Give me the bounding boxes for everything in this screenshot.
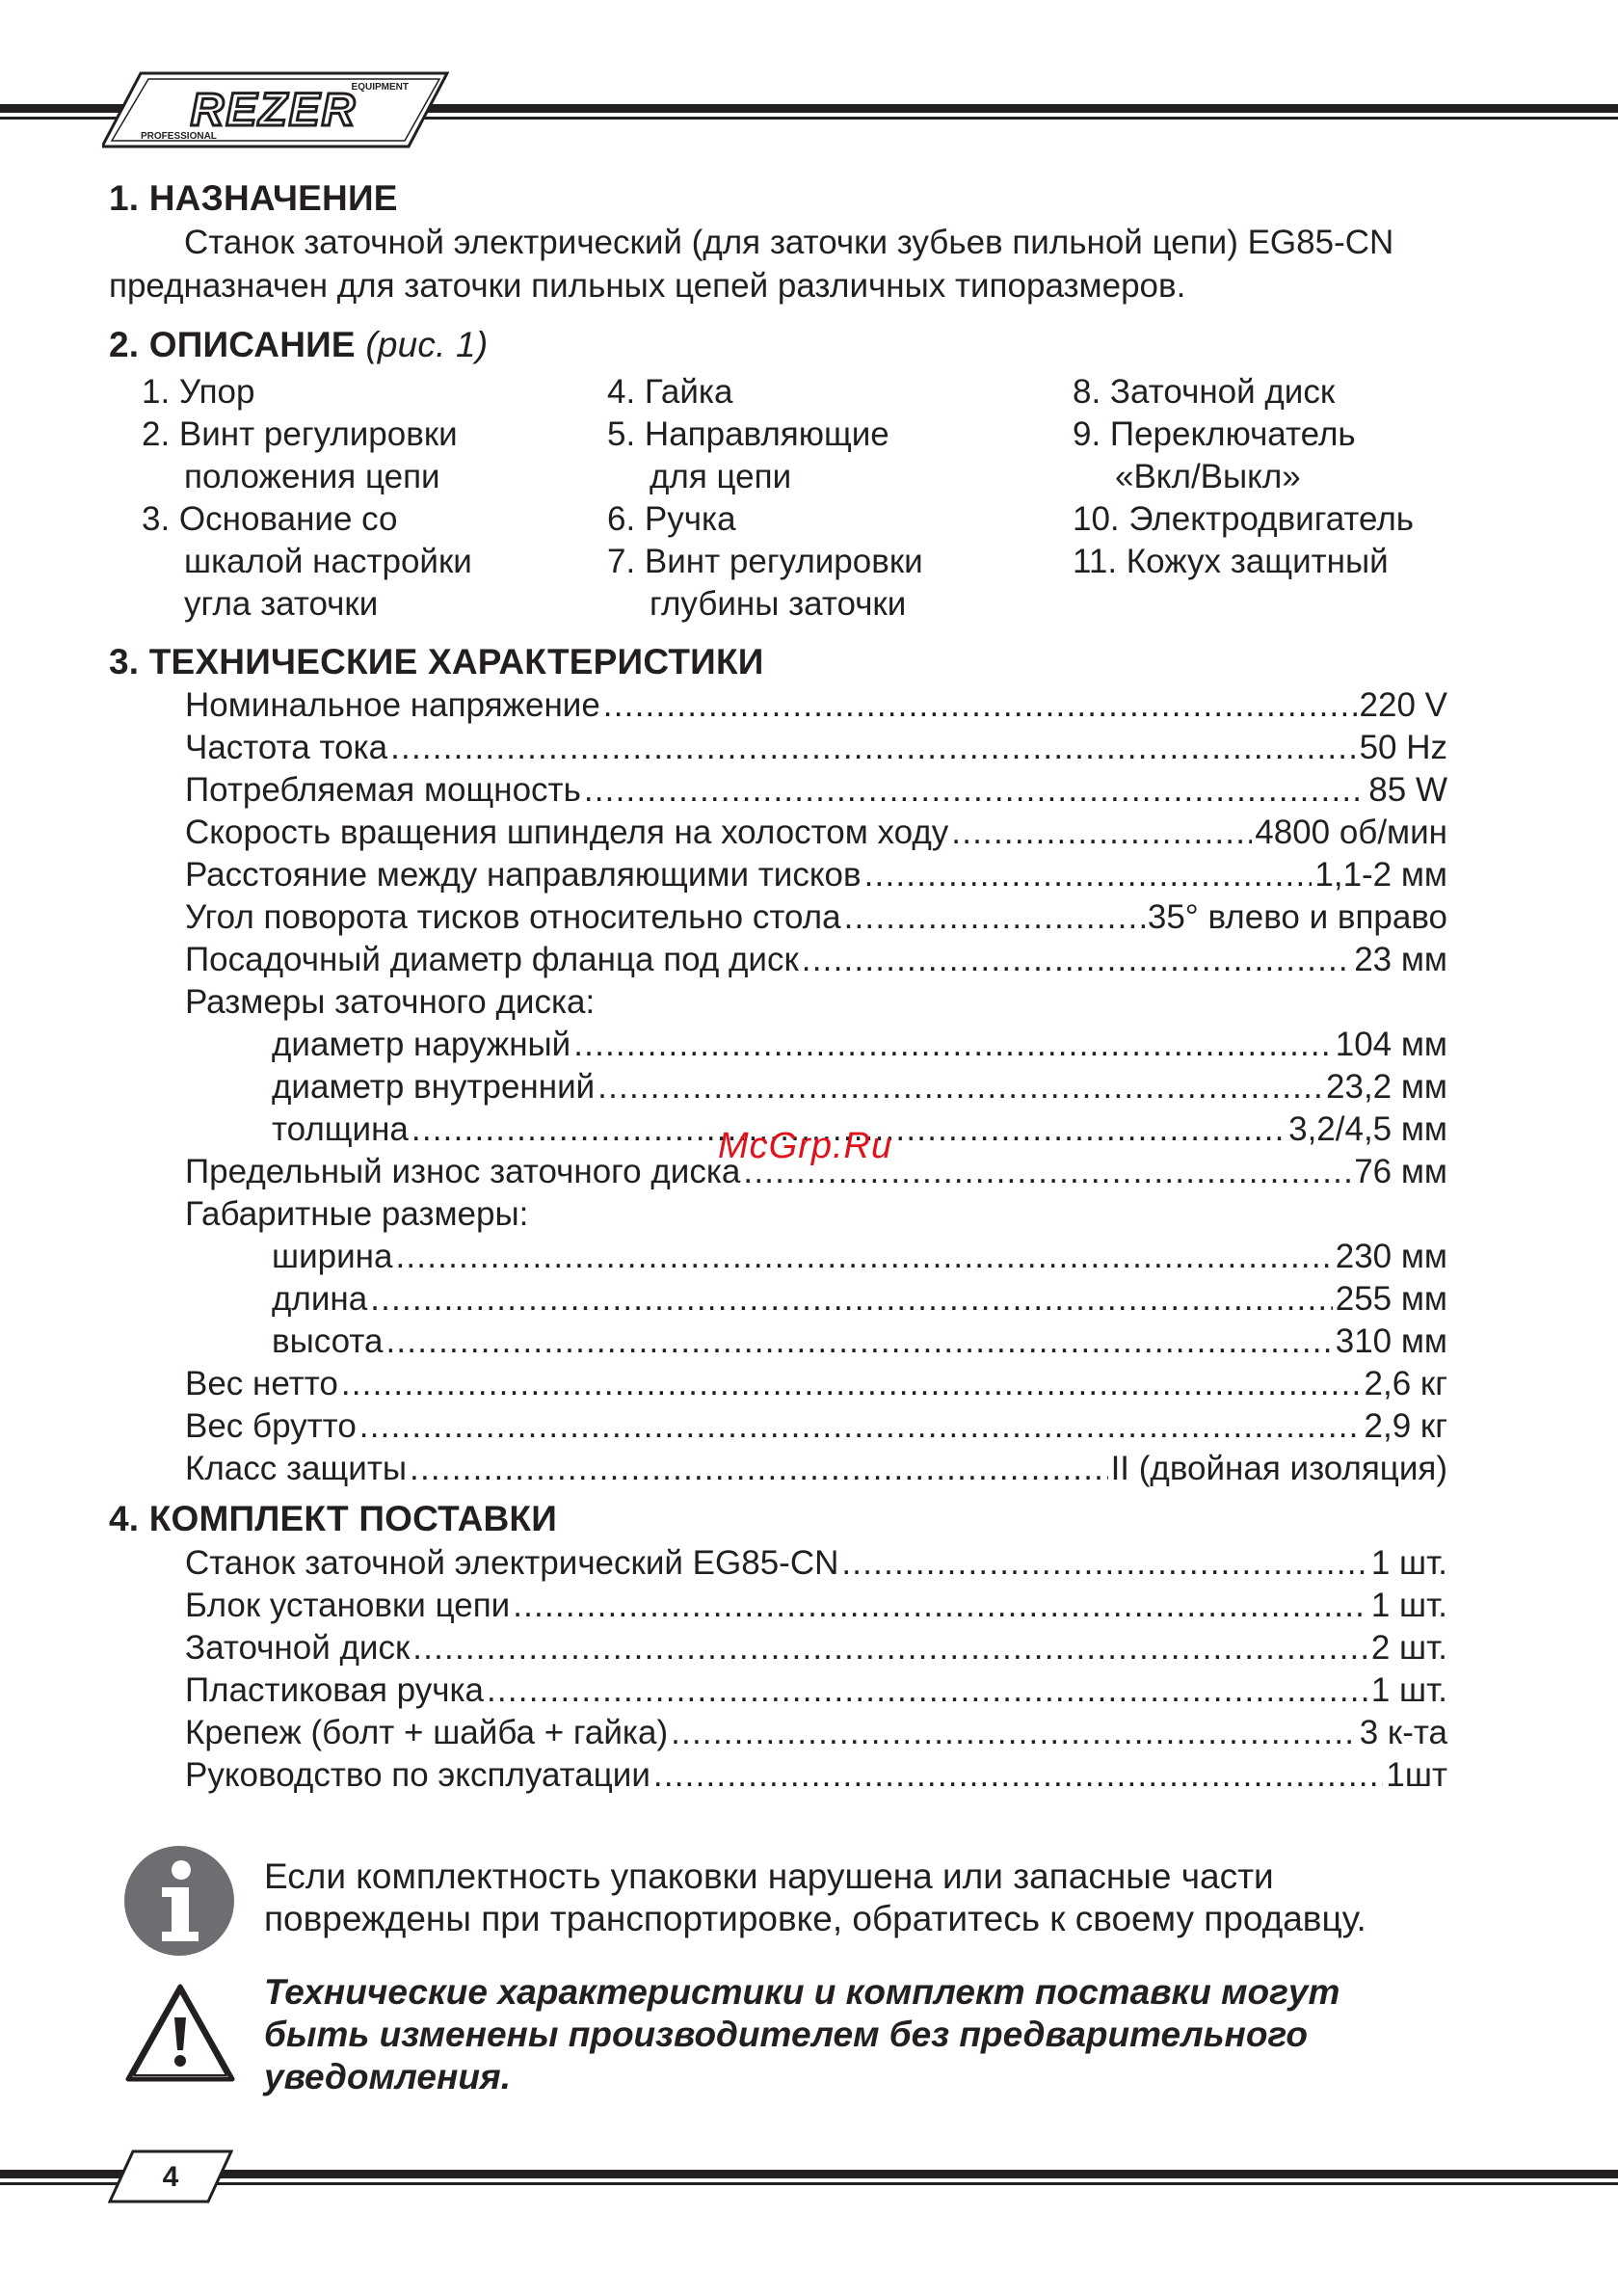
desc-item: 2. Винт регулировки <box>142 415 458 453</box>
spec-value: 50 Hz <box>1359 729 1447 766</box>
package-value: 1 шт. <box>1370 1671 1447 1709</box>
warning-notice <box>264 1971 1459 2098</box>
spec-label: Вес брутто <box>185 1407 357 1445</box>
page-number-box <box>108 2149 233 2203</box>
spec-label: длина <box>272 1280 368 1318</box>
package-label: Блок установки цепи <box>185 1587 511 1624</box>
desc-item: «Вкл/Выкл» <box>1115 458 1301 495</box>
desc-item: 7. Винт регулировки <box>607 543 923 580</box>
spec-label: Класс защиты <box>185 1450 408 1487</box>
desc-item: для цепи <box>650 458 792 495</box>
spec-value: 3,2/4,5 мм <box>1288 1110 1447 1148</box>
spec-label: ширина <box>272 1238 393 1275</box>
spec-value: 220 V <box>1359 686 1447 724</box>
desc-item: угла заточки <box>184 585 379 623</box>
dimensions-header: Габаритные размеры: <box>185 1195 529 1233</box>
package-row <box>185 1669 1447 1712</box>
package-label: Крепеж (болт + шайба + гайка) <box>185 1714 669 1751</box>
desc-item: 5. Направляющие <box>607 415 889 453</box>
package-label: Пластиковая ручка <box>185 1671 484 1709</box>
description-column-3 <box>1073 371 1414 583</box>
spec-row <box>185 1278 1447 1321</box>
spec-label: Посадочный диаметр фланца под диск <box>185 941 799 978</box>
package-value: 1шт <box>1386 1756 1447 1794</box>
spec-value: 255 мм <box>1335 1280 1447 1318</box>
spec-value: II (двойная изоляция) <box>1110 1450 1447 1487</box>
spec-value: 1,1-2 мм <box>1314 856 1447 894</box>
package-value: 1 шт. <box>1370 1544 1447 1582</box>
spec-label: Расстояние между направляющими тисков <box>185 856 862 894</box>
spec-label: Скорость вращения шпинделя на холостом ходу <box>185 814 949 851</box>
desc-item: 4. Гайка <box>607 373 733 411</box>
spec-row <box>185 1321 1447 1363</box>
spec-row <box>185 854 1447 896</box>
warning-line-3: уведомления. <box>264 2057 512 2096</box>
desc-item: 8. Заточной диск <box>1073 373 1336 411</box>
section-3-title: 3. ТЕХНИЧЕСКИЕ ХАРАКТЕРИСТИКИ <box>109 642 764 681</box>
warning-icon <box>123 1981 237 2085</box>
spec-row <box>185 1363 1447 1405</box>
warning-line-2: быть изменены производителем без предварительного <box>264 2015 1308 2054</box>
desc-item: глубины заточки <box>650 585 907 623</box>
section-2-title-text: 2. ОПИСАНИЕ <box>109 325 356 364</box>
spec-value: 23 мм <box>1354 941 1447 978</box>
package-row <box>185 1627 1447 1669</box>
package-value: 2 шт. <box>1370 1629 1447 1667</box>
package-row <box>185 1754 1447 1797</box>
spec-row <box>185 896 1447 939</box>
desc-item: 1. Упор <box>142 373 255 411</box>
spec-row <box>185 1236 1447 1278</box>
spec-label: Потребляемая мощность <box>185 771 581 809</box>
desc-item: 9. Переключатель <box>1073 415 1356 453</box>
info-line-1: Если комплектность упаковки нарушена или запасные части <box>264 1856 1274 1896</box>
description-column-2 <box>607 371 923 626</box>
desc-item: 6. Ручка <box>607 500 736 538</box>
spec-row <box>185 1448 1447 1490</box>
warning-line-1: Технические характеристики и комплект поставки могут <box>264 1972 1340 2012</box>
spec-value: 310 мм <box>1335 1322 1447 1360</box>
desc-item: 11. Кожух защитный <box>1073 543 1389 580</box>
spec-row <box>185 684 1447 727</box>
spec-label: Предельный износ заточного диска <box>185 1153 741 1190</box>
section-1-text <box>109 221 1448 307</box>
spec-value: 4800 об/мин <box>1255 814 1447 851</box>
spec-subheader <box>185 1193 1447 1236</box>
section-4-title: 4. КОМПЛЕКТ ПОСТАВКИ <box>109 1499 558 1538</box>
section-1-line-1: Станок заточной электрический (для заточки зубьев пильной цепи) EG85-CN <box>184 224 1394 261</box>
spec-label: высота <box>272 1322 384 1360</box>
section-2-title <box>109 325 488 365</box>
section-2-title-sub: (рис. 1) <box>365 325 489 364</box>
spec-row <box>185 1066 1447 1108</box>
package-value: 3 к-та <box>1359 1714 1447 1751</box>
spec-row <box>185 769 1447 812</box>
brand-logo <box>102 71 449 148</box>
info-line-2: повреждены при транспортировке, обратитесь к своему продавцу. <box>264 1899 1366 1938</box>
logo-tag-bottom: PROFESSIONAL <box>141 131 217 142</box>
section-1-line-2: предназначен для заточки пильных цепей различных типоразмеров. <box>109 267 1186 305</box>
spec-row <box>185 1024 1447 1066</box>
spec-value: 35° влево и вправо <box>1147 898 1447 936</box>
spec-value: 230 мм <box>1335 1238 1447 1275</box>
logo-wordmark: REZER <box>190 85 358 136</box>
spec-row <box>185 1405 1447 1448</box>
spec-row <box>185 727 1447 769</box>
spec-label: Номинальное напряжение <box>185 686 600 724</box>
spec-table <box>185 684 1447 1490</box>
package-label: Руководство по эксплуатации <box>185 1756 650 1794</box>
desc-item: 10. Электродвигатель <box>1073 500 1415 538</box>
spec-label: диаметр внутренний <box>272 1068 596 1106</box>
spec-label: толщина <box>272 1110 409 1148</box>
package-label: Станок заточной электрический EG85-CN <box>185 1544 839 1582</box>
package-row <box>185 1585 1447 1627</box>
spec-label: Частота тока <box>185 729 388 766</box>
desc-item: положения цепи <box>184 458 440 495</box>
info-notice <box>264 1855 1459 1940</box>
section-1-title: 1. НАЗНАЧЕНИЕ <box>109 178 398 218</box>
package-table <box>185 1542 1447 1797</box>
package-value: 1 шт. <box>1370 1587 1447 1624</box>
spec-row <box>185 939 1447 981</box>
spec-value: 2,6 кг <box>1364 1365 1447 1402</box>
logo-tag-top: EQUIPMENT <box>351 82 409 93</box>
info-icon <box>123 1845 235 1957</box>
spec-row <box>185 812 1447 854</box>
desc-item: шкалой настройки <box>184 543 472 580</box>
spec-value: 85 W <box>1368 771 1447 809</box>
watermark: McGrp.Ru <box>718 1126 893 1166</box>
spec-value: 23,2 мм <box>1326 1068 1447 1106</box>
spec-label: Угол поворота тисков относительно стола <box>185 898 841 936</box>
desc-item: 3. Основание со <box>142 500 398 538</box>
spec-value: 104 мм <box>1335 1026 1447 1063</box>
package-row <box>185 1712 1447 1754</box>
package-label: Заточной диск <box>185 1629 411 1667</box>
page-number: 4 <box>162 2161 179 2193</box>
spec-label: диаметр наружный <box>272 1026 571 1063</box>
spec-value: 2,9 кг <box>1364 1407 1447 1445</box>
description-column-1 <box>142 371 472 626</box>
spec-value: 76 мм <box>1354 1153 1447 1190</box>
disc-size-header: Размеры заточного диска: <box>185 983 596 1021</box>
package-row <box>185 1542 1447 1585</box>
spec-label: Вес нетто <box>185 1365 338 1402</box>
spec-subheader <box>185 981 1447 1024</box>
